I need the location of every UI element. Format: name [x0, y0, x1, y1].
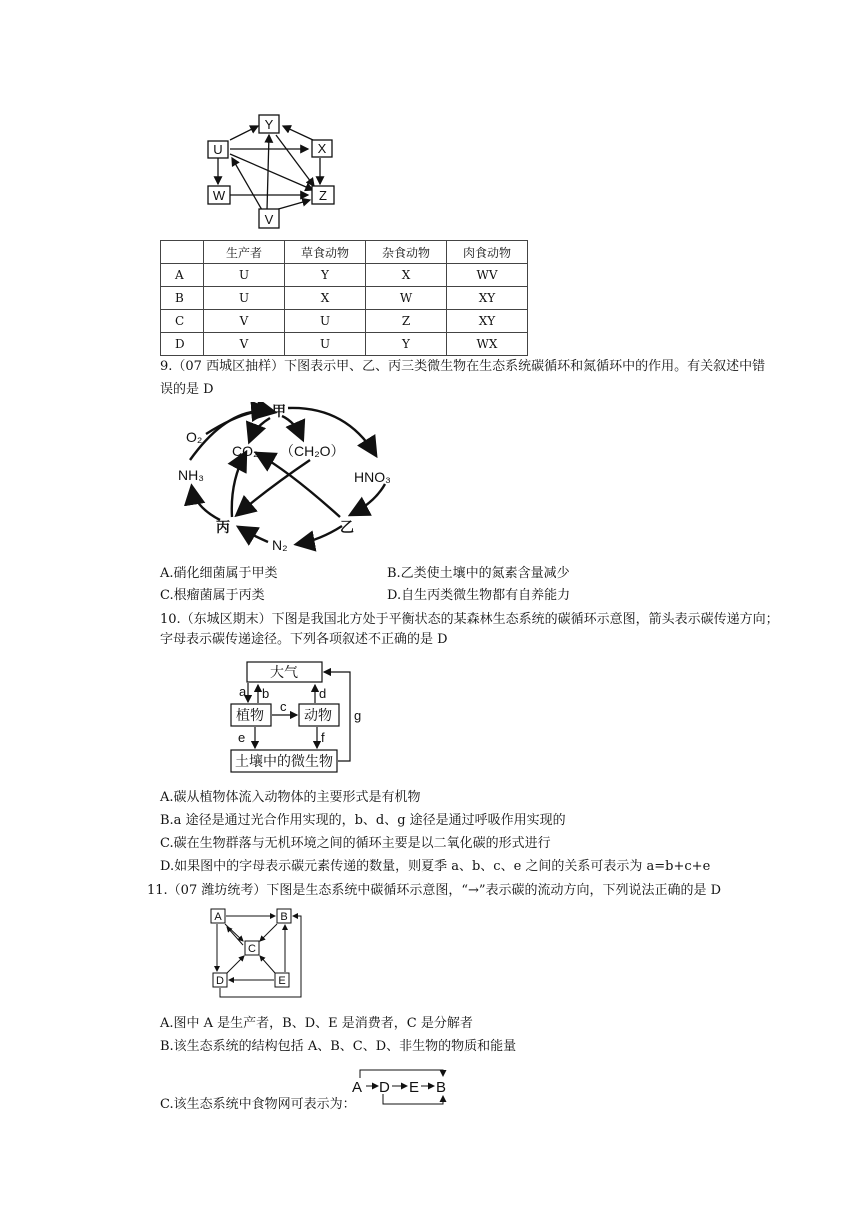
q10-option-a: A.碳从植物体流入动物体的主要形式是有机物 [160, 790, 421, 805]
table-row [161, 287, 528, 310]
table-row [161, 333, 528, 356]
label-a: a [239, 684, 247, 699]
web-node-e: E [409, 1079, 420, 1096]
carbon-nitrogen-cycle-diagram [170, 402, 410, 557]
node-y-label: Y [264, 117, 274, 132]
q9-stem-line2: 误的是 D [160, 382, 214, 397]
label-b: b [262, 686, 270, 701]
answer-table [160, 240, 528, 356]
table-header-cell: 杂食动物 [366, 241, 447, 264]
table-cell: U [285, 310, 366, 333]
table-cell: U [285, 333, 366, 356]
q11-option-b: B.该生态系统的结构包括 A、B、C、D、非生物的物质和能量 [160, 1039, 517, 1054]
label-f: f [321, 730, 325, 745]
label-hno3: HNO₃ [354, 469, 391, 485]
table-cell: U [204, 287, 285, 310]
table-cell: Y [285, 264, 366, 287]
q10-option-b: B.a 途径是通过光合作用实现的，b、d、g 途径是通过呼吸作用实现的 [160, 813, 566, 828]
table-row [161, 310, 528, 333]
forest-carbon-cycle-diagram [225, 658, 370, 778]
q11-stem: 11.（07 潍坊统考）下图是生态系统中碳循环示意图，“→”表示碳的流动方向，下列说法正确的是 D [147, 883, 722, 898]
q10-stem-line1: 10.（东城区期末）下图是我国北方处于平衡状态的某森林生态系统的碳循环示意图，箭头表示碳传递方向； [160, 612, 779, 627]
table-cell: V [204, 333, 285, 356]
label-nh3: NH₃ [178, 467, 204, 483]
node-d-label: D [216, 975, 224, 987]
table-header-cell: 草食动物 [285, 241, 366, 264]
label-animal: 动物 [304, 707, 332, 723]
q9-option-c: C.根瘤菌属于丙类 [160, 588, 265, 603]
table-cell: V [204, 310, 285, 333]
label-soil-microbes: 土壤中的微生物 [235, 753, 333, 769]
node-w-label: W [212, 188, 226, 203]
abcde-carbon-cycle-diagram [205, 905, 315, 1000]
table-cell: D [161, 333, 204, 356]
table-header-cell: 肉食动物 [447, 241, 528, 264]
food-web-formula [350, 1064, 455, 1112]
q9-option-a: A.硝化细菌属于甲类 [160, 566, 278, 581]
q10-option-d: D.如果图中的字母表示碳元素传递的数量，则夏季 a、b、c、e 之间的关系可表示为 a=b+c+e [160, 859, 711, 874]
label-c: c [280, 699, 287, 714]
label-bing: 丙 [216, 519, 230, 535]
table-cell: U [204, 264, 285, 287]
node-a-label: A [214, 911, 222, 923]
table-header-cell: 生产者 [204, 241, 285, 264]
table-cell: WX [447, 333, 528, 356]
q11-option-c: C.该生态系统中食物网可表示为： [160, 1097, 356, 1112]
table-cell: B [161, 287, 204, 310]
table-row [161, 264, 528, 287]
web-node-b: B [436, 1079, 447, 1096]
table-header-cell [161, 241, 204, 264]
q10-stem-line2: 字母表示碳传递途径。下列各项叙述不正确的是 D [160, 632, 448, 647]
web-node-d: D [379, 1079, 390, 1096]
label-plant: 植物 [236, 707, 264, 723]
table-cell: Z [366, 310, 447, 333]
table-cell: W [366, 287, 447, 310]
q10-option-c: C.碳在生物群落与无机环境之间的循环主要是以二氧化碳的形式进行 [160, 836, 551, 851]
table-cell: WV [447, 264, 528, 287]
node-v-label: V [264, 212, 274, 227]
q11-option-a: A.图中 A 是生产者，B、D、E 是消费者，C 是分解者 [160, 1016, 473, 1031]
q9-stem-line1: 9.（07 西城区抽样）下图表示甲、乙、丙三类微生物在生态系统碳循环和氮循环中的作用。有关叙述中错 [160, 359, 766, 374]
table-cell: C [161, 310, 204, 333]
table-cell: X [285, 287, 366, 310]
label-ch2o: （CH₂O） [280, 443, 345, 459]
node-e-label: E [278, 975, 286, 987]
node-c-label: C [248, 943, 256, 955]
node-x-label: X [317, 141, 327, 156]
label-g: g [354, 708, 362, 723]
label-jia: 甲 [272, 403, 286, 419]
table-cell: A [161, 264, 204, 287]
label-yi: 乙 [340, 519, 354, 535]
food-web-diagram [200, 110, 350, 235]
label-atmosphere: 大气 [270, 664, 298, 680]
label-e: e [238, 730, 246, 745]
table-header-row [161, 241, 528, 264]
label-co2: CO₂ [232, 443, 259, 459]
table-cell: X [366, 264, 447, 287]
label-o2: O₂ [186, 429, 203, 445]
q9-option-b: B.乙类使土壤中的氮素含量减少 [387, 566, 570, 581]
table-cell: XY [447, 310, 528, 333]
node-z-label: Z [319, 188, 327, 203]
q9-option-d: D.自生丙类微生物都有自养能力 [387, 588, 571, 603]
node-u-label: U [213, 142, 223, 157]
label-n2: N₂ [272, 537, 288, 553]
table-cell: XY [447, 287, 528, 310]
table-cell: Y [366, 333, 447, 356]
node-b-label: B [280, 911, 288, 923]
web-node-a: A [352, 1079, 363, 1096]
label-d: d [319, 686, 327, 701]
